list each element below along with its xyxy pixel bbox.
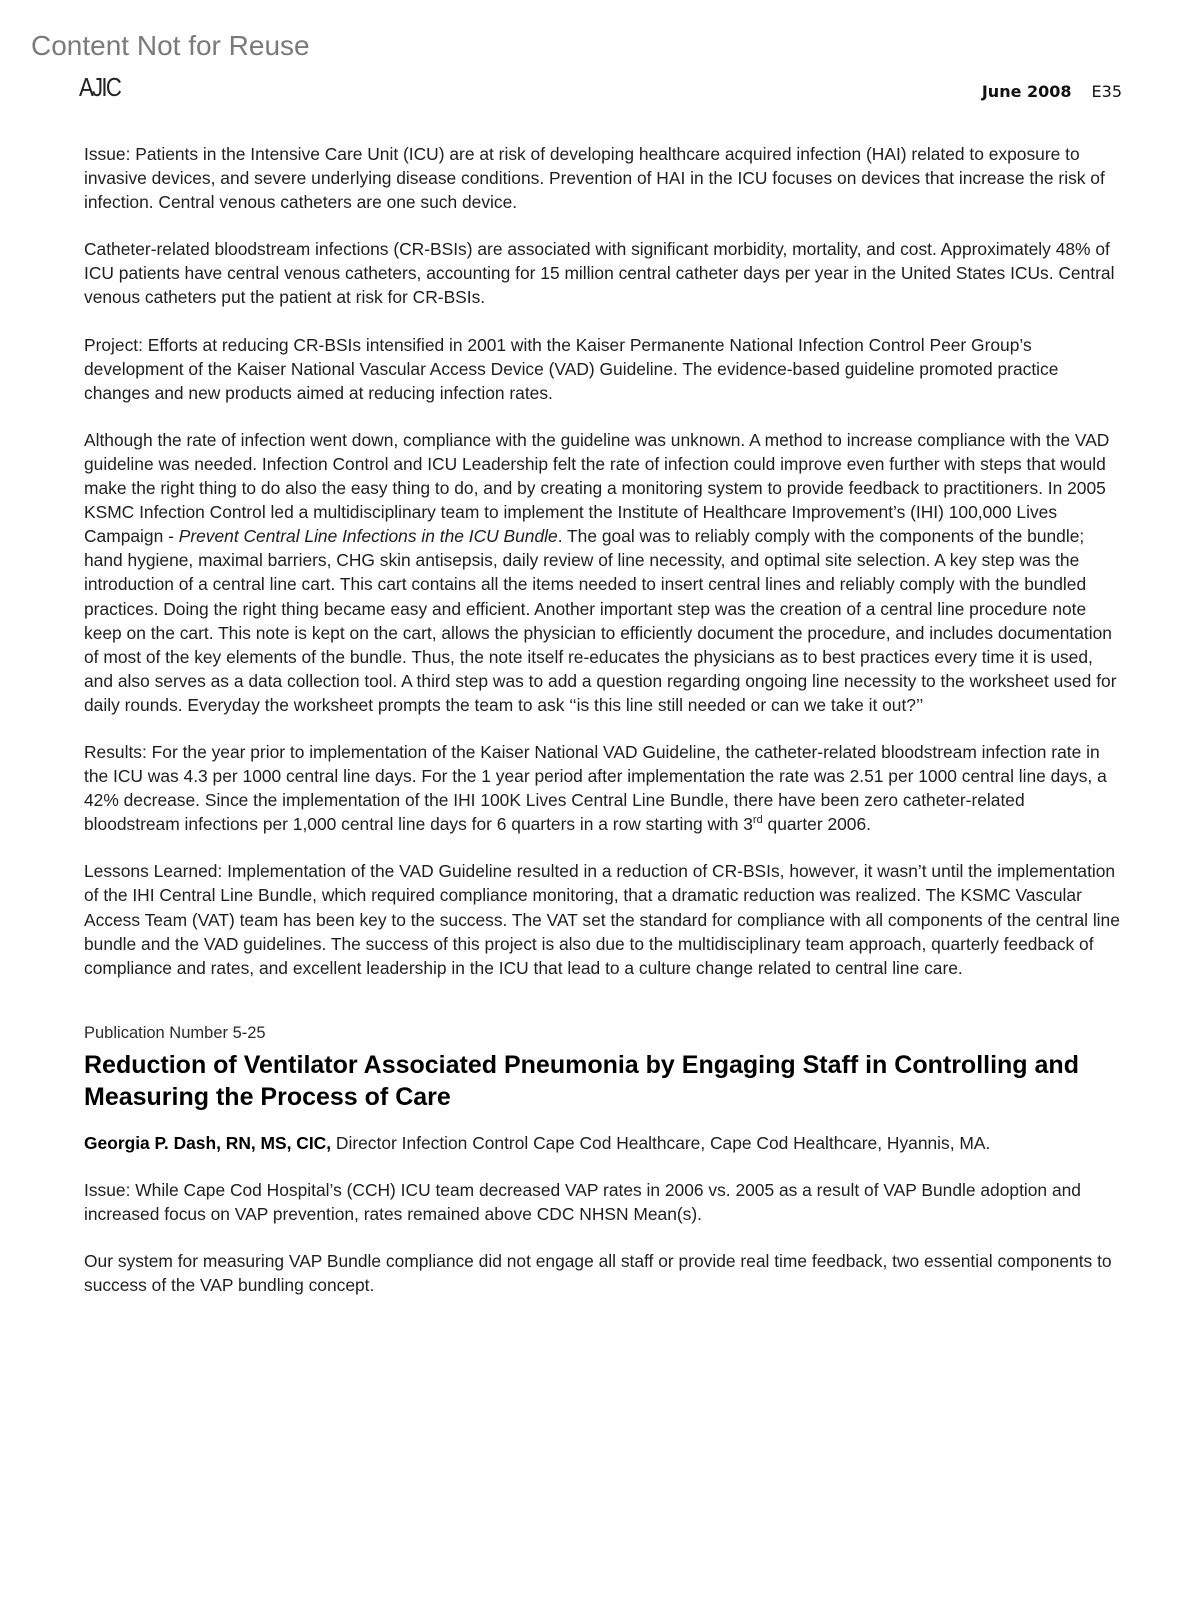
article-title: Reduction of Ventilator Associated Pneumonia by Engaging Staff in Controlling and Measuring the Process of Care bbox=[84, 1050, 1079, 1111]
paragraph-measurement: Our system for measuring VAP Bundle compliance did not engage all staff or provide real time feedback, two essential components to success of the VAP bundling concept. bbox=[84, 1251, 1112, 1296]
ordinal-suffix: rd bbox=[752, 814, 763, 827]
paragraph-issue: Issue: While Cape Cod Hospital’s (CCH) ICU team decreased VAP rates in 2006 vs. 2005 as a result of VAP Bundle adoption and increased focus on VAP prevention, rates remained above CDC NHSN Mean(s). bbox=[84, 1179, 1081, 1224]
article-central-line bbox=[84, 142, 1120, 980]
running-header bbox=[982, 82, 1122, 101]
page-number: E35 bbox=[1091, 82, 1122, 101]
paragraph-issue: Issue: Patients in the Intensive Care Unit (ICU) are at risk of developing healthcare acquired infection (HAI) related to exposure to invasive devices, and severe underlying disease conditions. Prevention of HAI in the ICU focuses on devices that increase the risk of infection. Central venous catheters are one such device. bbox=[84, 144, 1105, 213]
paragraph-results bbox=[84, 740, 1120, 836]
text-run: quarter 2006. bbox=[762, 814, 871, 835]
author-affiliation: Director Infection Control Cape Cod Healthcare, Cape Cod Healthcare, Hyannis, MA. bbox=[331, 1132, 991, 1153]
publication-number: Publication Number 5-25 bbox=[84, 1023, 266, 1042]
bundle-name: Prevent Central Line Infections in the ICU Bundle bbox=[178, 526, 558, 547]
author-line bbox=[84, 1131, 1120, 1155]
watermark: Content Not for Reuse bbox=[31, 30, 310, 61]
text-run: Although the rate of infection went down, compliance with the guideline was unknown. A method to increase compliance with the VAD guideline was needed. Infection Control and ICU Leadership felt the rate of infection could improve even further with steps that would make the right thing to do also the easy thing to do, and by creating a monitoring system to provide feedback to practitioners. In 2005 KSMC Infection Control led a multidisciplinary team to implement the Institute of Healthcare Improvement’s (IHI) 100,000 Lives Campaign - bbox=[84, 429, 1110, 547]
journal-logo: AJIC bbox=[79, 72, 121, 102]
article-vap bbox=[84, 1024, 1120, 1297]
paragraph-crbsi-background: Catheter-related bloodstream infections (CR-BSIs) are associated with significant morbidity, mortality, and cost. Approximately 48% of ICU patients have central venous catheters, accounting for 15 million central catheter days per year in the United States ICUs. Central venous catheters put the patient at risk for CR-BSIs. bbox=[84, 239, 1115, 308]
text-run: . The goal was to reliably comply with the components of the bundle; hand hygiene, maximal barriers, CHG skin antisepsis, daily review of line necessity, and optimal site selection. A key step was the introduction of a central line cart. This cart contains all the items needed to insert central lines and reliably comply with the bundled practices. Doing the right thing became easy and efficient. Another important step was the creation of a central line procedure note keep on the cart. This note is kept on the cart, allows the physician to efficiently document the procedure, and includes documentation of most of the key elements of the bundle. Thus, the note itself re-educates the physicians as to best practices every time it is used, and also serves as a data collection tool. A third step was to add a question regarding ongoing line necessity to the worksheet used for daily rounds. Everyday the worksheet prompts the team to ask ‘‘is this line still needed or can we take it out?’’ bbox=[84, 526, 1117, 715]
paragraph-lessons-learned: Lessons Learned: Implementation of the VAD Guideline resulted in a reduction of CR-BSIs, however, it wasn’t until the implementation of the IHI Central Line Bundle, which required compliance monitoring, that a dramatic reduction was realized. The KSMC Vascular Access Team (VAT) team has been key to the success. The VAT set the standard for compliance with all components of the central line bundle and the VAD guidelines. The success of this project is also due to the multidisciplinary team approach, quarterly feedback of compliance and rates, and excellent leadership in the ICU that lead to a culture change related to central line care. bbox=[84, 861, 1120, 978]
author-name: Georgia P. Dash, RN, MS, CIC, bbox=[84, 1132, 332, 1153]
text-run: Results: For the year prior to implementation of the Kaiser National VAD Guideline, the catheter-related bloodstream infection rate in the ICU was 4.3 per 1000 central line days. For the 1 year period after implementation the rate was 2.51 per 1000 central line days, a 42% decrease. Since the implementation of the IHI 100K Lives Central Line Bundle, there have been zero catheter-related bloodstream infections per 1,000 central line days for 6 quarters in a row starting with 3 bbox=[84, 741, 1107, 835]
paragraph-implementation bbox=[84, 428, 1120, 717]
page-content bbox=[84, 142, 1120, 1320]
paragraph-project: Project: Efforts at reducing CR-BSIs intensified in 2001 with the Kaiser Permanente National Infection Control Peer Group’s development of the Kaiser National Vascular Access Device (VAD) Guideline. The evidence-based guideline promoted practice changes and new products aimed at reducing infection rates. bbox=[84, 334, 1059, 403]
issue-date: June 2008 bbox=[981, 82, 1072, 101]
